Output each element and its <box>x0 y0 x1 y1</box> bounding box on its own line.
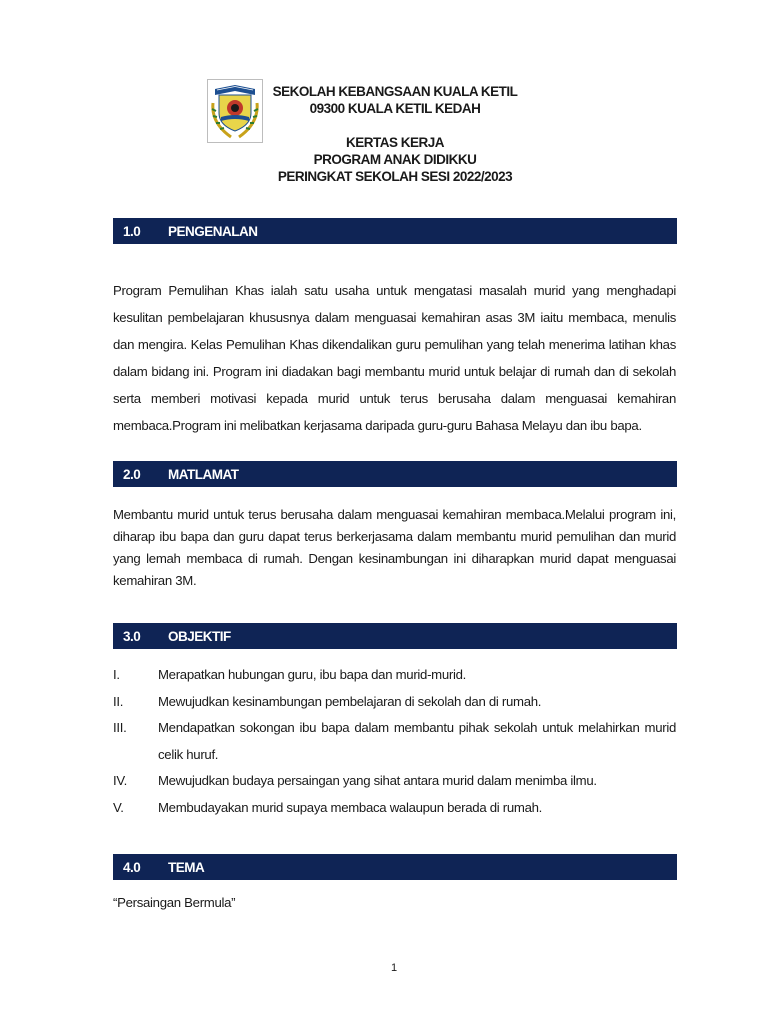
section-number: 1.0 <box>123 224 141 239</box>
list-item <box>113 689 676 716</box>
list-item <box>113 768 676 795</box>
objectives-list <box>113 662 676 821</box>
list-item-text: Mewujudkan kesinambungan pembelajaran di sekolah dan di rumah. <box>158 693 542 709</box>
section-number: 4.0 <box>123 860 141 875</box>
list-item-text: Mewujudkan budaya persaingan yang sihat antara murid dalam menimba ilmu. <box>158 773 597 788</box>
section-number: 2.0 <box>123 467 141 482</box>
list-item <box>113 795 676 822</box>
list-item <box>113 662 676 689</box>
list-item-text: Mendapatkan sokongan ibu bapa dalam membantu pihak sekolah untuk melahirkan murid celik huruf. <box>158 720 676 762</box>
section-number: 3.0 <box>123 629 141 644</box>
introduction-paragraph: Program Pemulihan Khas ialah satu usaha untuk mengatasi masalah murid yang menghadapi kesulitan pembelajaran khususnya dalam menguasai kemahiran asas 3M iaitu membaca, menulis dan mengira. Kelas Pemulihan Khas dikendalikan guru pemulihan yang telah menerima latihan khas dalam bidang ini. Program ini diadakan bagi membantu murid untuk belajar di rumah dan di sekolah serta memberi motivasi kepada murid untuk terus berusaha dalam menguasai kemahiran membaca.Program ini melibatkan kerjasama daripada guru-guru Bahasa Melayu dan ibu bapa. <box>113 283 676 433</box>
list-numeral: I. <box>113 667 120 682</box>
document-header <box>240 83 550 185</box>
document-type: KERTAS KERJA <box>345 135 444 150</box>
list-item <box>113 715 676 768</box>
list-numeral: V. <box>113 799 124 815</box>
goal-paragraph: Membantu murid untuk terus berusaha dalam menguasai kemahiran membaca.Melalui program ini, diharap ibu bapa dan guru dapat terus berkerjasama dalam membantu murid pemulihan dan murid yang lemah membaca di rumah. Dengan kesinambungan ini diharapkan murid dapat menguasai kemahiran 3M. <box>113 507 676 588</box>
section-title: OBJEKTIF <box>168 629 231 644</box>
section-heading-matlamat <box>113 461 677 487</box>
list-numeral: II. <box>113 693 124 709</box>
list-item-text: Membudayakan murid supaya membaca walaupun berada di rumah. <box>158 799 543 815</box>
section-heading-tema <box>113 854 677 880</box>
section-title: PENGENALAN <box>168 224 258 239</box>
section-heading-objektif <box>113 623 677 649</box>
theme-text: “Persaingan Bermula” <box>113 895 236 910</box>
session-label: PERINGKAT SEKOLAH SESI 2022/2023 <box>277 169 513 184</box>
school-name: SEKOLAH KEBANGSAAN KUALA KETIL <box>272 84 518 99</box>
list-numeral: III. <box>113 720 127 735</box>
page-number: 1 <box>390 962 398 974</box>
section-title: MATLAMAT <box>168 467 239 482</box>
list-numeral: IV. <box>113 773 128 788</box>
section-heading-pengenalan <box>113 218 677 244</box>
list-item-text: Merapatkan hubungan guru, ibu bapa dan murid-murid. <box>158 667 467 682</box>
section-title: TEMA <box>168 860 205 875</box>
school-address: 09300 KUALA KETIL KEDAH <box>309 101 481 116</box>
program-name: PROGRAM ANAK DIDIKKU <box>313 152 477 167</box>
